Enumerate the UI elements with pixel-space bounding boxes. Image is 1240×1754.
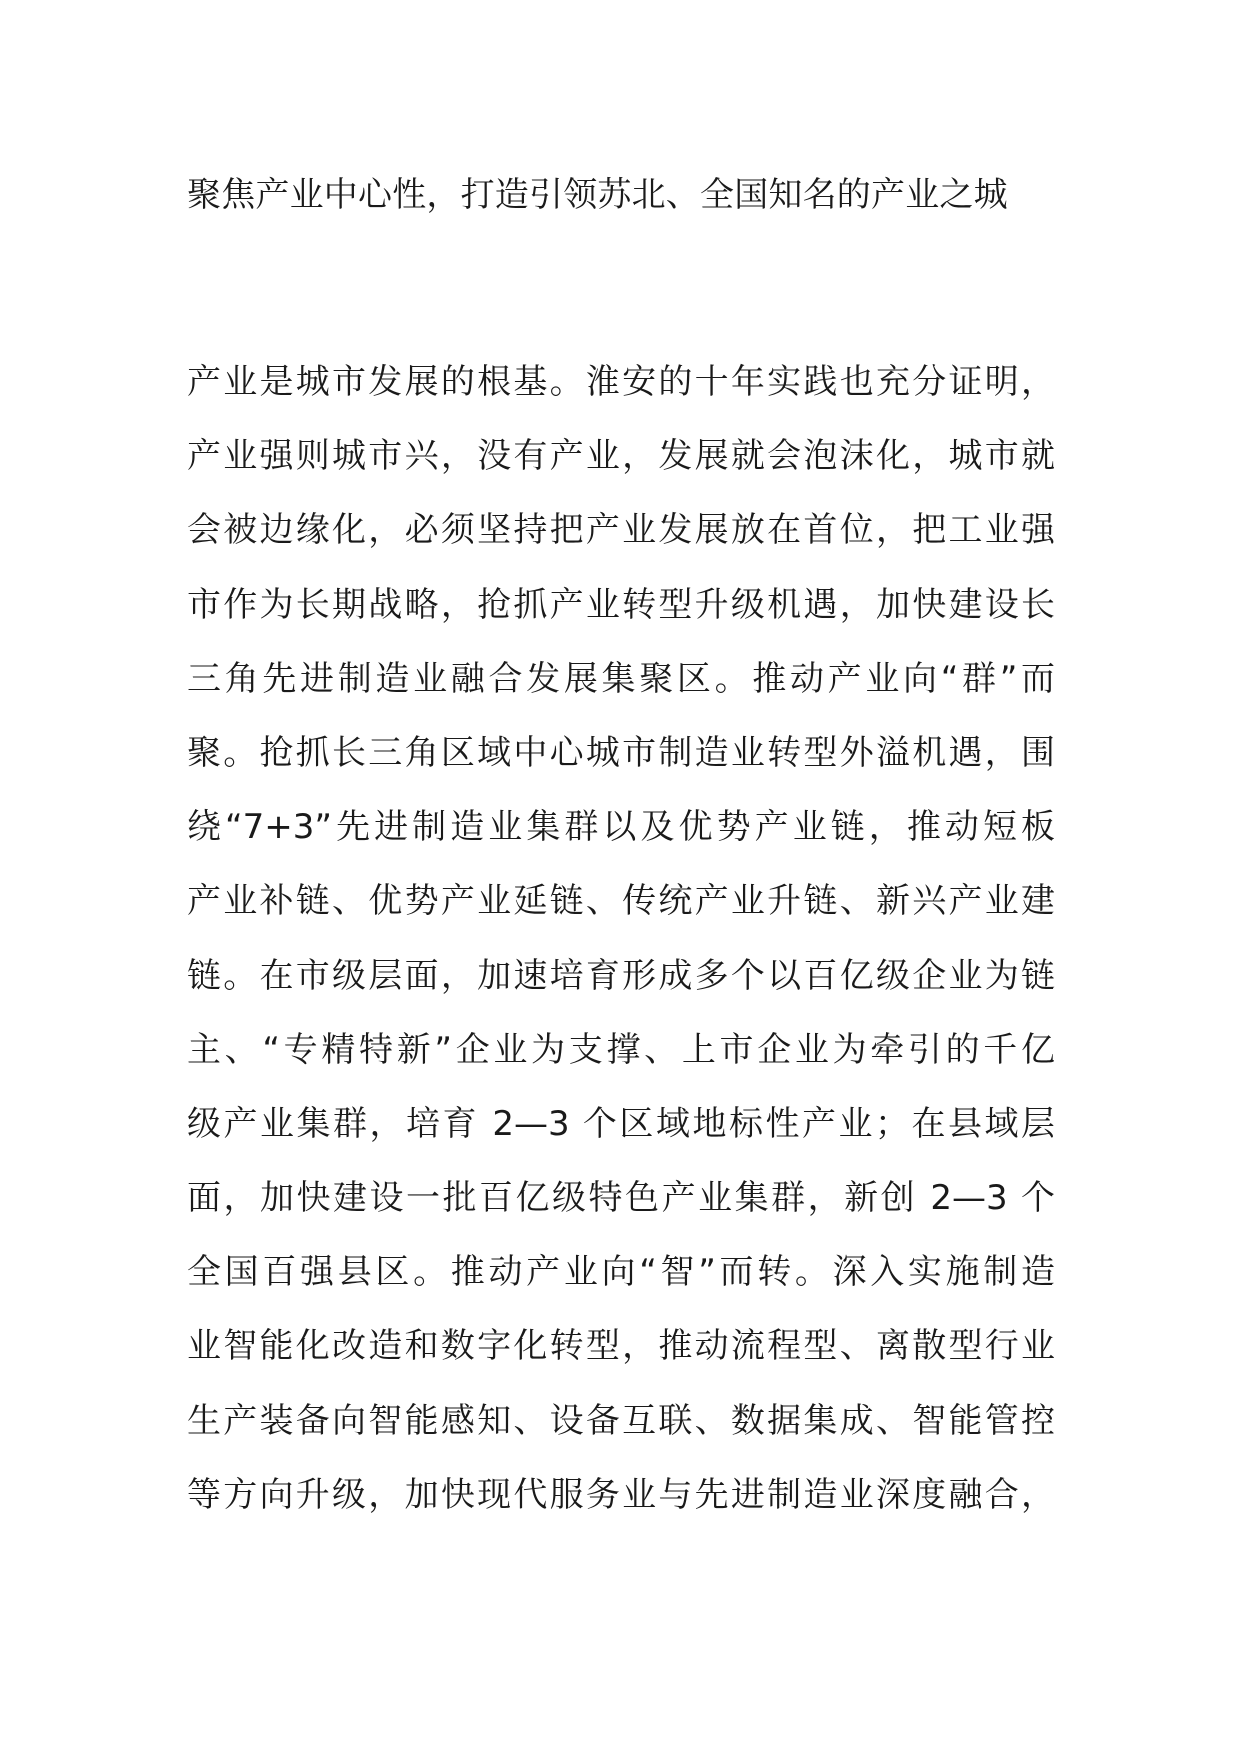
paragraph-line: 三角先进制造业融合发展集聚区。推动产业向“群”而 — [187, 658, 1055, 699]
paragraph-line: 主、“专精特新”企业为支撑、上市企业为牵引的千亿 — [187, 1029, 1055, 1070]
paragraph-line: 产业是城市发展的根基。淮安的十年实践也充分证明， — [187, 362, 1055, 402]
paragraph-line: 业智能化改造和数字化转型，推动流程型、离散型行业 — [187, 1326, 1055, 1367]
paragraph-line: 会被边缘化，必须坚持把产业发展放在首位，把工业强 — [187, 510, 1055, 551]
paragraph-line: 级产业集群，培育 2—3 个区域地标性产业；在县域层 — [187, 1103, 1055, 1144]
paragraph-line: 链。在市级层面，加速培育形成多个以百亿级企业为链 — [187, 955, 1055, 996]
paragraph-line: 聚。抢抓长三角区域中心城市制造业转型外溢机遇，围 — [187, 732, 1055, 773]
paragraph-line: 面，加快建设一批百亿级特色产业集群，新创 2—3 个 — [187, 1178, 1055, 1219]
body-paragraph — [187, 358, 1055, 1545]
section-heading: 聚焦产业中心性，打造引领苏北、全国知名的产业之城 — [187, 175, 1008, 215]
paragraph-line: 市作为长期战略，抢抓产业转型升级机遇，加快建设长 — [187, 584, 1055, 625]
paragraph-line: 生产装备向智能感知、设备互联、数据集成、智能管控 — [187, 1400, 1055, 1441]
paragraph-line: 全国百强县区。推动产业向“智”而转。深入实施制造 — [187, 1252, 1055, 1293]
paragraph-line: 绕“7+3”先进制造业集群以及优势产业链，推动短板 — [187, 807, 1055, 848]
paragraph-line: 产业强则城市兴，没有产业，发展就会泡沫化，城市就 — [187, 436, 1055, 477]
paragraph-line: 等方向升级，加快现代服务业与先进制造业深度融合， — [187, 1474, 1055, 1515]
paragraph-line: 产业补链、优势产业延链、传统产业升链、新兴产业建 — [187, 881, 1055, 922]
